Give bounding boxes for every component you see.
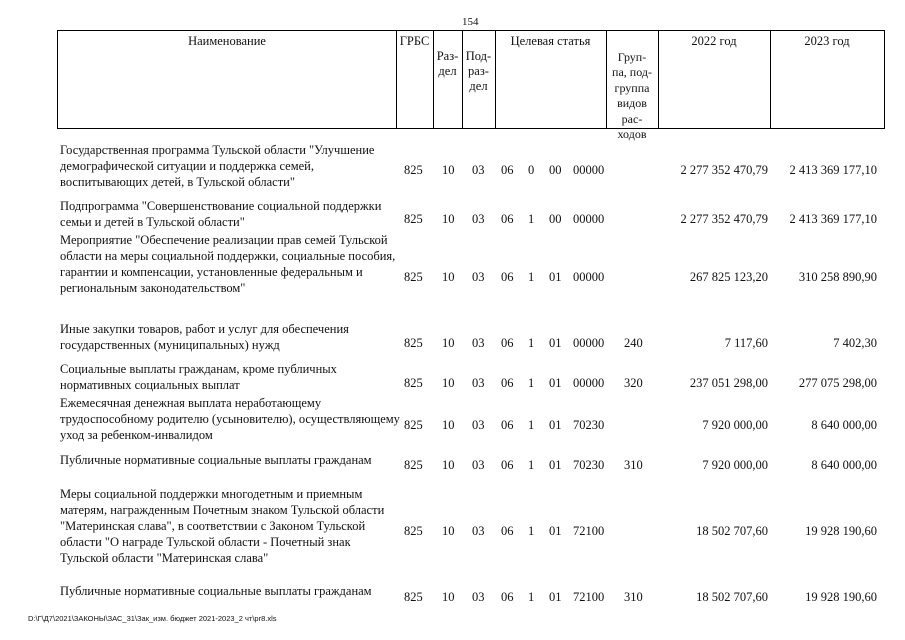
row-code-t1: 06 <box>501 418 514 432</box>
header-razdel-label: Раз- дел <box>436 49 459 78</box>
row-code-grbs: 825 <box>404 590 423 604</box>
header-2022-label: 2022 год <box>691 34 737 48</box>
row-code-t2: 1 <box>528 458 535 472</box>
row-code-grbs: 825 <box>404 270 423 284</box>
row-amount-y2023: 2 413 369 177,10 <box>789 212 877 226</box>
row-code-rz: 10 <box>442 212 455 226</box>
row-code-rz: 10 <box>442 418 455 432</box>
row-code-rz: 10 <box>442 524 455 538</box>
row-amount-y2022: 237 051 298,00 <box>689 376 768 390</box>
row-code-t3: 00 <box>549 212 562 226</box>
row-name: Мероприятие "Обеспечение реализации прав семей Тульской области на меры социальной поддержки, социальные пособия, гарантии и компенсации, установленные федеральным и региональным законодательством" <box>60 233 396 295</box>
row-code-t2: 1 <box>528 270 535 284</box>
row-code-t1: 06 <box>501 376 514 390</box>
header-name-label: Наименование <box>188 34 266 48</box>
row-code-t3: 01 <box>549 270 562 284</box>
header-target <box>495 30 607 129</box>
row-code-pr: 03 <box>472 163 485 177</box>
row-code-grbs: 825 <box>404 376 423 390</box>
row-code-t2: 0 <box>528 163 535 177</box>
row-code-pr: 03 <box>472 270 485 284</box>
row-code-pr: 03 <box>472 212 485 226</box>
row-code-t3: 00 <box>549 163 562 177</box>
row-name: Публичные нормативные социальные выплаты гражданам <box>60 453 372 467</box>
row-code-t3: 01 <box>549 376 562 390</box>
row-code-t4: 00000 <box>573 163 605 177</box>
row-name: Государственная программа Тульской области "Улучшение демографической ситуации и поддержка семей, воспитывающих детей, в Тульской области" <box>60 143 375 189</box>
header-razdel <box>433 30 463 129</box>
row-code-pr: 03 <box>472 590 485 604</box>
row-code-t2: 1 <box>528 524 535 538</box>
row-name: Ежемесячная денежная выплата неработающему трудоспособному родителю (усыновителю), осуществляющему уход за ребенком-инвалидом <box>60 396 400 442</box>
row-code-t1: 06 <box>501 270 514 284</box>
row-code-grbs: 825 <box>404 458 423 472</box>
row-code-t1: 06 <box>501 590 514 604</box>
row-code-t2: 1 <box>528 336 535 350</box>
row-name: Социальные выплаты гражданам, кроме публичных нормативных социальных выплат <box>60 362 337 392</box>
row-code-t3: 01 <box>549 336 562 350</box>
row-amount-y2022: 2 277 352 470,79 <box>680 163 768 177</box>
header-2023-label: 2023 год <box>804 34 850 48</box>
row-code-rz: 10 <box>442 163 455 177</box>
row-code-pr: 03 <box>472 458 485 472</box>
row-code-t1: 06 <box>501 524 514 538</box>
row-code-t4: 70230 <box>573 458 605 472</box>
row-amount-y2022: 18 502 707,60 <box>696 524 768 538</box>
row-code-rz: 10 <box>442 270 455 284</box>
page-number: 154 <box>462 16 479 28</box>
row-amount-y2023: 2 413 369 177,10 <box>789 163 877 177</box>
row-code-rz: 10 <box>442 590 455 604</box>
row-code-t1: 06 <box>501 212 514 226</box>
row-amount-y2023: 7 402,30 <box>833 336 877 350</box>
row-code-vr: 320 <box>624 376 643 390</box>
row-code-t4: 00000 <box>573 376 605 390</box>
row-code-t2: 1 <box>528 376 535 390</box>
row-code-grbs: 825 <box>404 418 423 432</box>
row-amount-y2023: 310 258 890,90 <box>798 270 877 284</box>
row-code-rz: 10 <box>442 458 455 472</box>
header-2023 <box>770 30 885 129</box>
header-podrazdel-label: Под- раз- дел <box>465 49 492 93</box>
row-code-t1: 06 <box>501 163 514 177</box>
header-2022 <box>658 30 771 129</box>
row-code-t2: 1 <box>528 212 535 226</box>
row-amount-y2022: 18 502 707,60 <box>696 590 768 604</box>
row-code-grbs: 825 <box>404 524 423 538</box>
row-amount-y2023: 19 928 190,60 <box>805 524 877 538</box>
row-code-vr: 240 <box>624 336 643 350</box>
row-code-t1: 06 <box>501 336 514 350</box>
row-code-grbs: 825 <box>404 212 423 226</box>
header-grbs-label: ГРБС <box>399 34 430 48</box>
row-code-grbs: 825 <box>404 336 423 350</box>
row-code-vr: 310 <box>624 590 643 604</box>
header-grbs <box>396 30 434 129</box>
row-amount-y2022: 7 920 000,00 <box>702 418 768 432</box>
row-amount-y2023: 8 640 000,00 <box>811 418 877 432</box>
row-code-t4: 72100 <box>573 590 605 604</box>
row-code-pr: 03 <box>472 336 485 350</box>
row-code-rz: 10 <box>442 336 455 350</box>
row-name: Иные закупки товаров, работ и услуг для обеспечения государственных (муниципальных) нужд <box>60 322 349 352</box>
row-name: Меры социальной поддержки многодетным и приемным матерям, награжденным Почетным знаком Тульской области "Материнская слава", в соответствии с Законом Тульской области "О награде Тульской области - Почетный знак Тульской области "Материнская слава" <box>60 487 385 565</box>
row-code-t3: 01 <box>549 590 562 604</box>
row-code-vr: 310 <box>624 458 643 472</box>
row-name: Публичные нормативные социальные выплаты гражданам <box>60 584 372 598</box>
row-amount-y2023: 8 640 000,00 <box>811 458 877 472</box>
row-code-t2: 1 <box>528 418 535 432</box>
header-group <box>606 30 659 141</box>
row-code-t1: 06 <box>501 458 514 472</box>
file-path-footer: D:\Г\Д7\2021\ЗАКОНЫ\ЗАС_31\Зак_изм. бюджет 2021-2023_2 чт\pr8.xls <box>28 614 277 623</box>
row-code-t4: 00000 <box>573 212 605 226</box>
row-code-pr: 03 <box>472 524 485 538</box>
row-code-rz: 10 <box>442 376 455 390</box>
row-amount-y2023: 19 928 190,60 <box>805 590 877 604</box>
row-code-t4: 00000 <box>573 270 605 284</box>
row-code-t4: 00000 <box>573 336 605 350</box>
row-code-t3: 01 <box>549 524 562 538</box>
row-code-pr: 03 <box>472 376 485 390</box>
row-amount-y2022: 2 277 352 470,79 <box>680 212 768 226</box>
row-code-t2: 1 <box>528 590 535 604</box>
row-name: Подпрограмма "Совершенствование социальной поддержки семьи и детей в Тульской области" <box>60 199 382 229</box>
row-code-t3: 01 <box>549 418 562 432</box>
header-name <box>57 30 397 129</box>
row-amount-y2022: 267 825 123,20 <box>689 270 768 284</box>
row-code-t4: 72100 <box>573 524 605 538</box>
row-code-grbs: 825 <box>404 163 423 177</box>
header-group-label: Груп- па, под- группа видов рас- ходов <box>612 49 652 141</box>
header-podrazdel <box>462 30 496 129</box>
row-code-t4: 70230 <box>573 418 605 432</box>
row-amount-y2022: 7 117,60 <box>724 336 768 350</box>
header-target-label: Целевая статья <box>510 34 591 48</box>
row-amount-y2022: 7 920 000,00 <box>702 458 768 472</box>
row-code-t3: 01 <box>549 458 562 472</box>
row-amount-y2023: 277 075 298,00 <box>798 376 877 390</box>
row-code-pr: 03 <box>472 418 485 432</box>
